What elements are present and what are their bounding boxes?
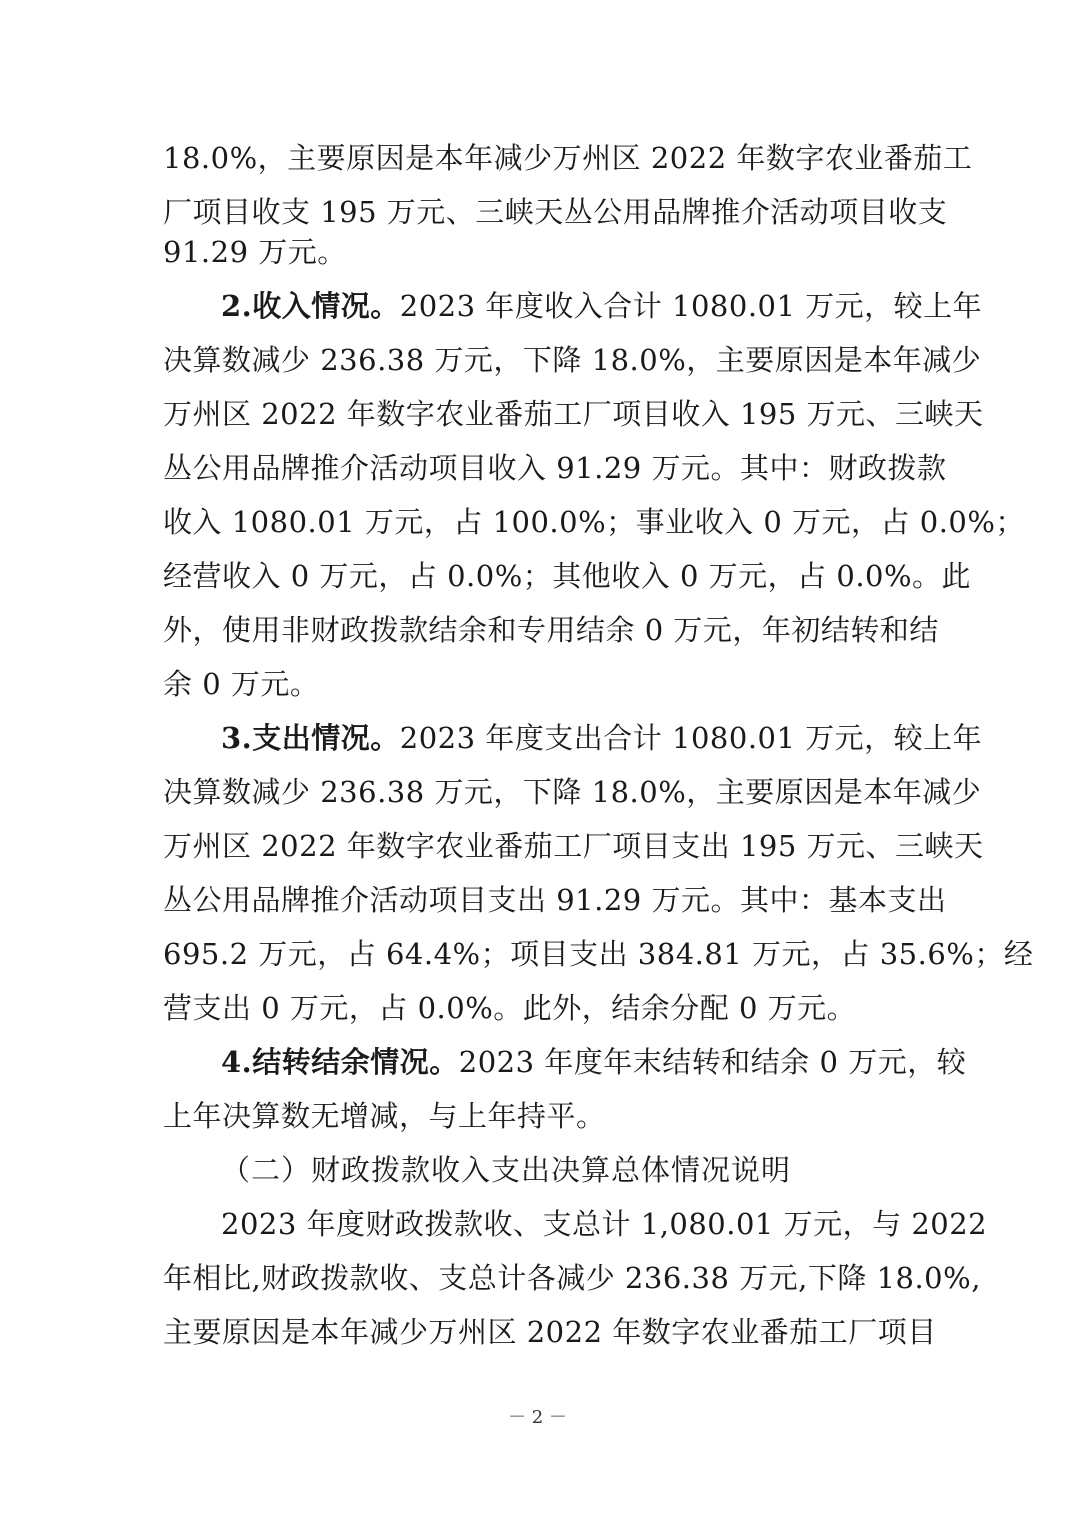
paragraph-4-line-1	[221, 1042, 967, 1082]
paragraph-2-line-7: 外，使用非财政拨款结余和专用结余 0 万元，年初结转和结	[163, 613, 939, 647]
paragraph-3-line-1	[221, 718, 983, 758]
paragraph-1-line-2: 厂项目收支 195 万元、三峡天丛公用品牌推介活动项目收支	[163, 195, 948, 229]
paragraph-3-line-6: 营支出 0 万元，占 0.0%。此外，结余分配 0 万元。	[163, 991, 857, 1025]
paragraph-2-line-8: 余 0 万元。	[163, 667, 320, 701]
paragraph-1-line-3: 91.29 万元。	[163, 235, 347, 269]
paragraph-4-first-rest: 2023 年度年末结转和结余 0 万元，较	[458, 1045, 967, 1079]
paragraph-2-line-6: 经营收入 0 万元，占 0.0%；其他收入 0 万元，占 0.0%。此	[163, 559, 972, 593]
paragraph-3-line-5: 695.2 万元，占 64.4%；项目支出 384.81 万元，占 35.6%；经	[163, 937, 1034, 971]
paragraph-2-line-4: 丛公用品牌推介活动项目收入 91.29 万元。其中：财政拨款	[163, 451, 947, 485]
paragraph-1-line-1: 18.0%，主要原因是本年减少万州区 2022 年数字农业番茄工	[163, 141, 973, 175]
income-section-lead: 2.收入情况。	[221, 289, 400, 323]
paragraph-2-first-rest: 2023 年度收入合计 1080.01 万元，较上年	[399, 289, 983, 323]
paragraph-2-line-3: 万州区 2022 年数字农业番茄工厂项目收入 195 万元、三峡天	[163, 397, 984, 431]
paragraph-3-first-rest: 2023 年度支出合计 1080.01 万元，较上年	[399, 721, 983, 755]
paragraph-5-line-2: 年相比,财政拨款收、支总计各减少 236.38 万元,下降 18.0%,	[163, 1261, 981, 1295]
paragraph-3-line-4: 丛公用品牌推介活动项目支出 91.29 万元。其中：基本支出	[163, 883, 947, 917]
expense-section-lead: 3.支出情况。	[221, 721, 400, 755]
paragraph-3-line-2: 决算数减少 236.38 万元，下降 18.0%，主要原因是本年减少	[163, 775, 982, 809]
paragraph-2-line-1	[221, 286, 983, 326]
paragraph-4-line-2: 上年决算数无增减，与上年持平。	[163, 1099, 606, 1133]
paragraph-2-line-2: 决算数减少 236.38 万元，下降 18.0%，主要原因是本年减少	[163, 343, 982, 377]
paragraph-5-line-3: 主要原因是本年减少万州区 2022 年数字农业番茄工厂项目	[163, 1315, 937, 1349]
paragraph-5-line-1: 2023 年度财政拨款收、支总计 1,080.01 万元，与 2022	[221, 1207, 988, 1241]
paragraph-3-line-3: 万州区 2022 年数字农业番茄工厂项目支出 195 万元、三峡天	[163, 829, 984, 863]
page-number: － 2 －	[508, 1407, 567, 1428]
paragraph-2-line-5: 收入 1080.01 万元，占 100.0%；事业收入 0 万元，占 0.0%；	[163, 505, 1025, 539]
section-heading: （二）财政拨款收入支出决算总体情况说明	[221, 1153, 792, 1187]
carryover-section-lead: 4.结转结余情况。	[221, 1045, 459, 1079]
